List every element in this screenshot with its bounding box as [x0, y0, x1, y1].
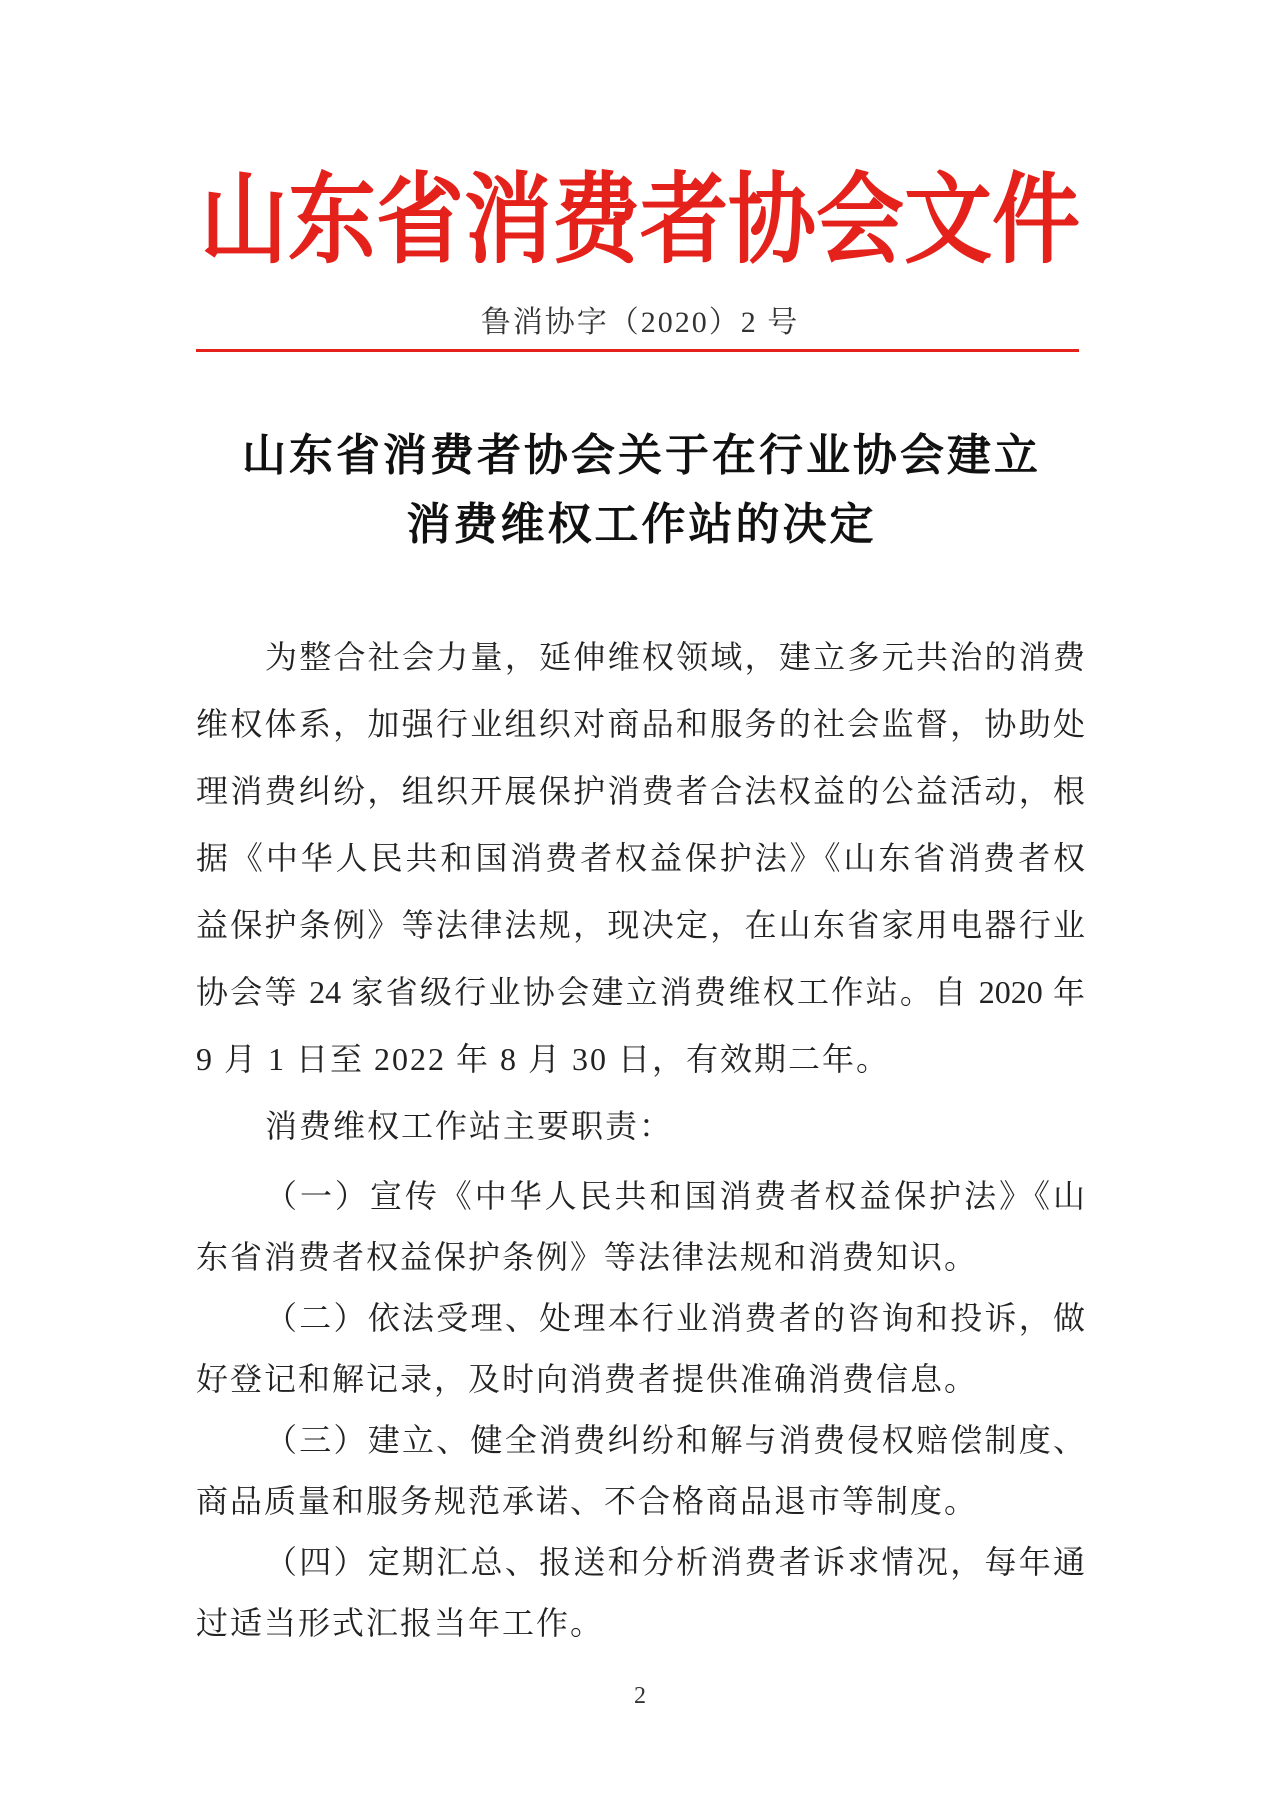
text-line: （四）定期汇总、报送和分析消费者诉求情况，每年通: [265, 1544, 1085, 1580]
document-body: [196, 624, 1085, 1654]
paragraph-duty-3: [196, 1410, 1085, 1532]
text-line: 为整合社会力量，延伸维权领域，建立多元共治的消费: [265, 639, 1085, 675]
text-line: 东省消费者权益保护条例》等法律法规和消费知识。: [196, 1239, 979, 1275]
text-line: 理消费纠纷，组织开展保护消费者合法权益的公益活动，根: [196, 773, 1085, 809]
text-line: 益保护条例》等法律法规，现决定，在山东省家用电器行业: [196, 907, 1085, 943]
text-line: （二）依法受理、处理本行业消费者的咨询和投诉，做: [265, 1300, 1085, 1336]
paragraph-preamble: [196, 624, 1085, 1093]
paragraph-duties-heading: [196, 1093, 1085, 1160]
text-line: 据《中华人民共和国消费者权益保护法》《山东省消费者权: [196, 840, 1085, 876]
text-line: 消费维权工作站主要职责：: [265, 1108, 674, 1144]
paragraph-duty-2: [196, 1288, 1085, 1410]
title-line: 消费维权工作站的决定: [406, 500, 877, 549]
page-number: 2: [634, 1683, 646, 1709]
document-title: [0, 421, 1280, 559]
paragraph-duty-4: [196, 1532, 1085, 1654]
text-line: （一）宣传《中华人民共和国消费者权益保护法》《山: [265, 1178, 1085, 1214]
title-line: 山东省消费者协会关于在行业协会建立: [242, 431, 1041, 480]
issuing-organization-heading: 山东省消费者协会文件: [199, 167, 1080, 276]
text-line: 9 月 1 日至 2022 年 8 月 30 日，有效期二年。: [196, 1041, 891, 1077]
text-line: 商品质量和服务规范承诺、不合格商品退市等制度。: [196, 1483, 979, 1519]
text-line: （三）建立、健全消费纠纷和解与消费侵权赔偿制度、: [265, 1422, 1085, 1458]
red-header-divider: [196, 349, 1079, 352]
paragraph-duty-1: [196, 1166, 1085, 1288]
document-number: 鲁消协字（2020）2 号: [480, 306, 800, 339]
text-line: 维权体系，加强行业组织对商品和服务的社会监督，协助处: [196, 706, 1085, 742]
text-line: 过适当形式汇报当年工作。: [196, 1605, 605, 1641]
text-line: 协会等 24 家省级行业协会建立消费维权工作站。自 2020 年: [196, 974, 1085, 1010]
text-line: 好登记和解记录，及时向消费者提供准确消费信息。: [196, 1361, 979, 1397]
